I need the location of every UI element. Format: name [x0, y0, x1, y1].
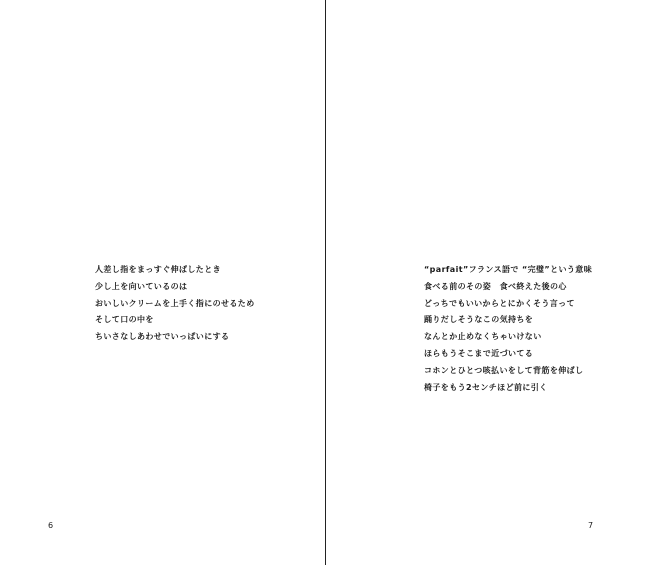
- poem-line: “parfait”フランス語で “完璧”という意味: [424, 265, 593, 274]
- poem-line: 少し上を向いているのは: [95, 281, 188, 291]
- poem-line: そして口の中を: [95, 315, 154, 325]
- poem-line: おいしいクリームを上手く指にのせるため: [95, 298, 255, 308]
- poem-line: 踊りだしそうなこの気持ちを: [424, 315, 534, 325]
- page-number-left: 6: [48, 521, 54, 530]
- left-poem: [95, 262, 255, 346]
- poem-line: なんとか止めなくちゃいけない: [424, 332, 542, 342]
- poem-line: 食べる前のその姿 食べ終えた後の心: [424, 281, 567, 291]
- page-number-right: 7: [588, 521, 594, 530]
- poem-line: 椅子をもう2センチほど前に引く: [424, 382, 548, 392]
- poem-line: 人差し指をまっすぐ伸ばしたとき: [95, 265, 221, 274]
- right-poem: [424, 262, 592, 396]
- poem-line: コホンとひとつ咳払いをして背筋を伸ばし: [424, 365, 584, 375]
- poem-line: どっちでもいいからとにかくそう言って: [424, 298, 575, 308]
- poem-line: ほらもうそこまで近づいてる: [424, 348, 534, 358]
- poem-line: ちいさなしあわせでいっぱいにする: [95, 332, 230, 342]
- right-page: [326, 0, 650, 565]
